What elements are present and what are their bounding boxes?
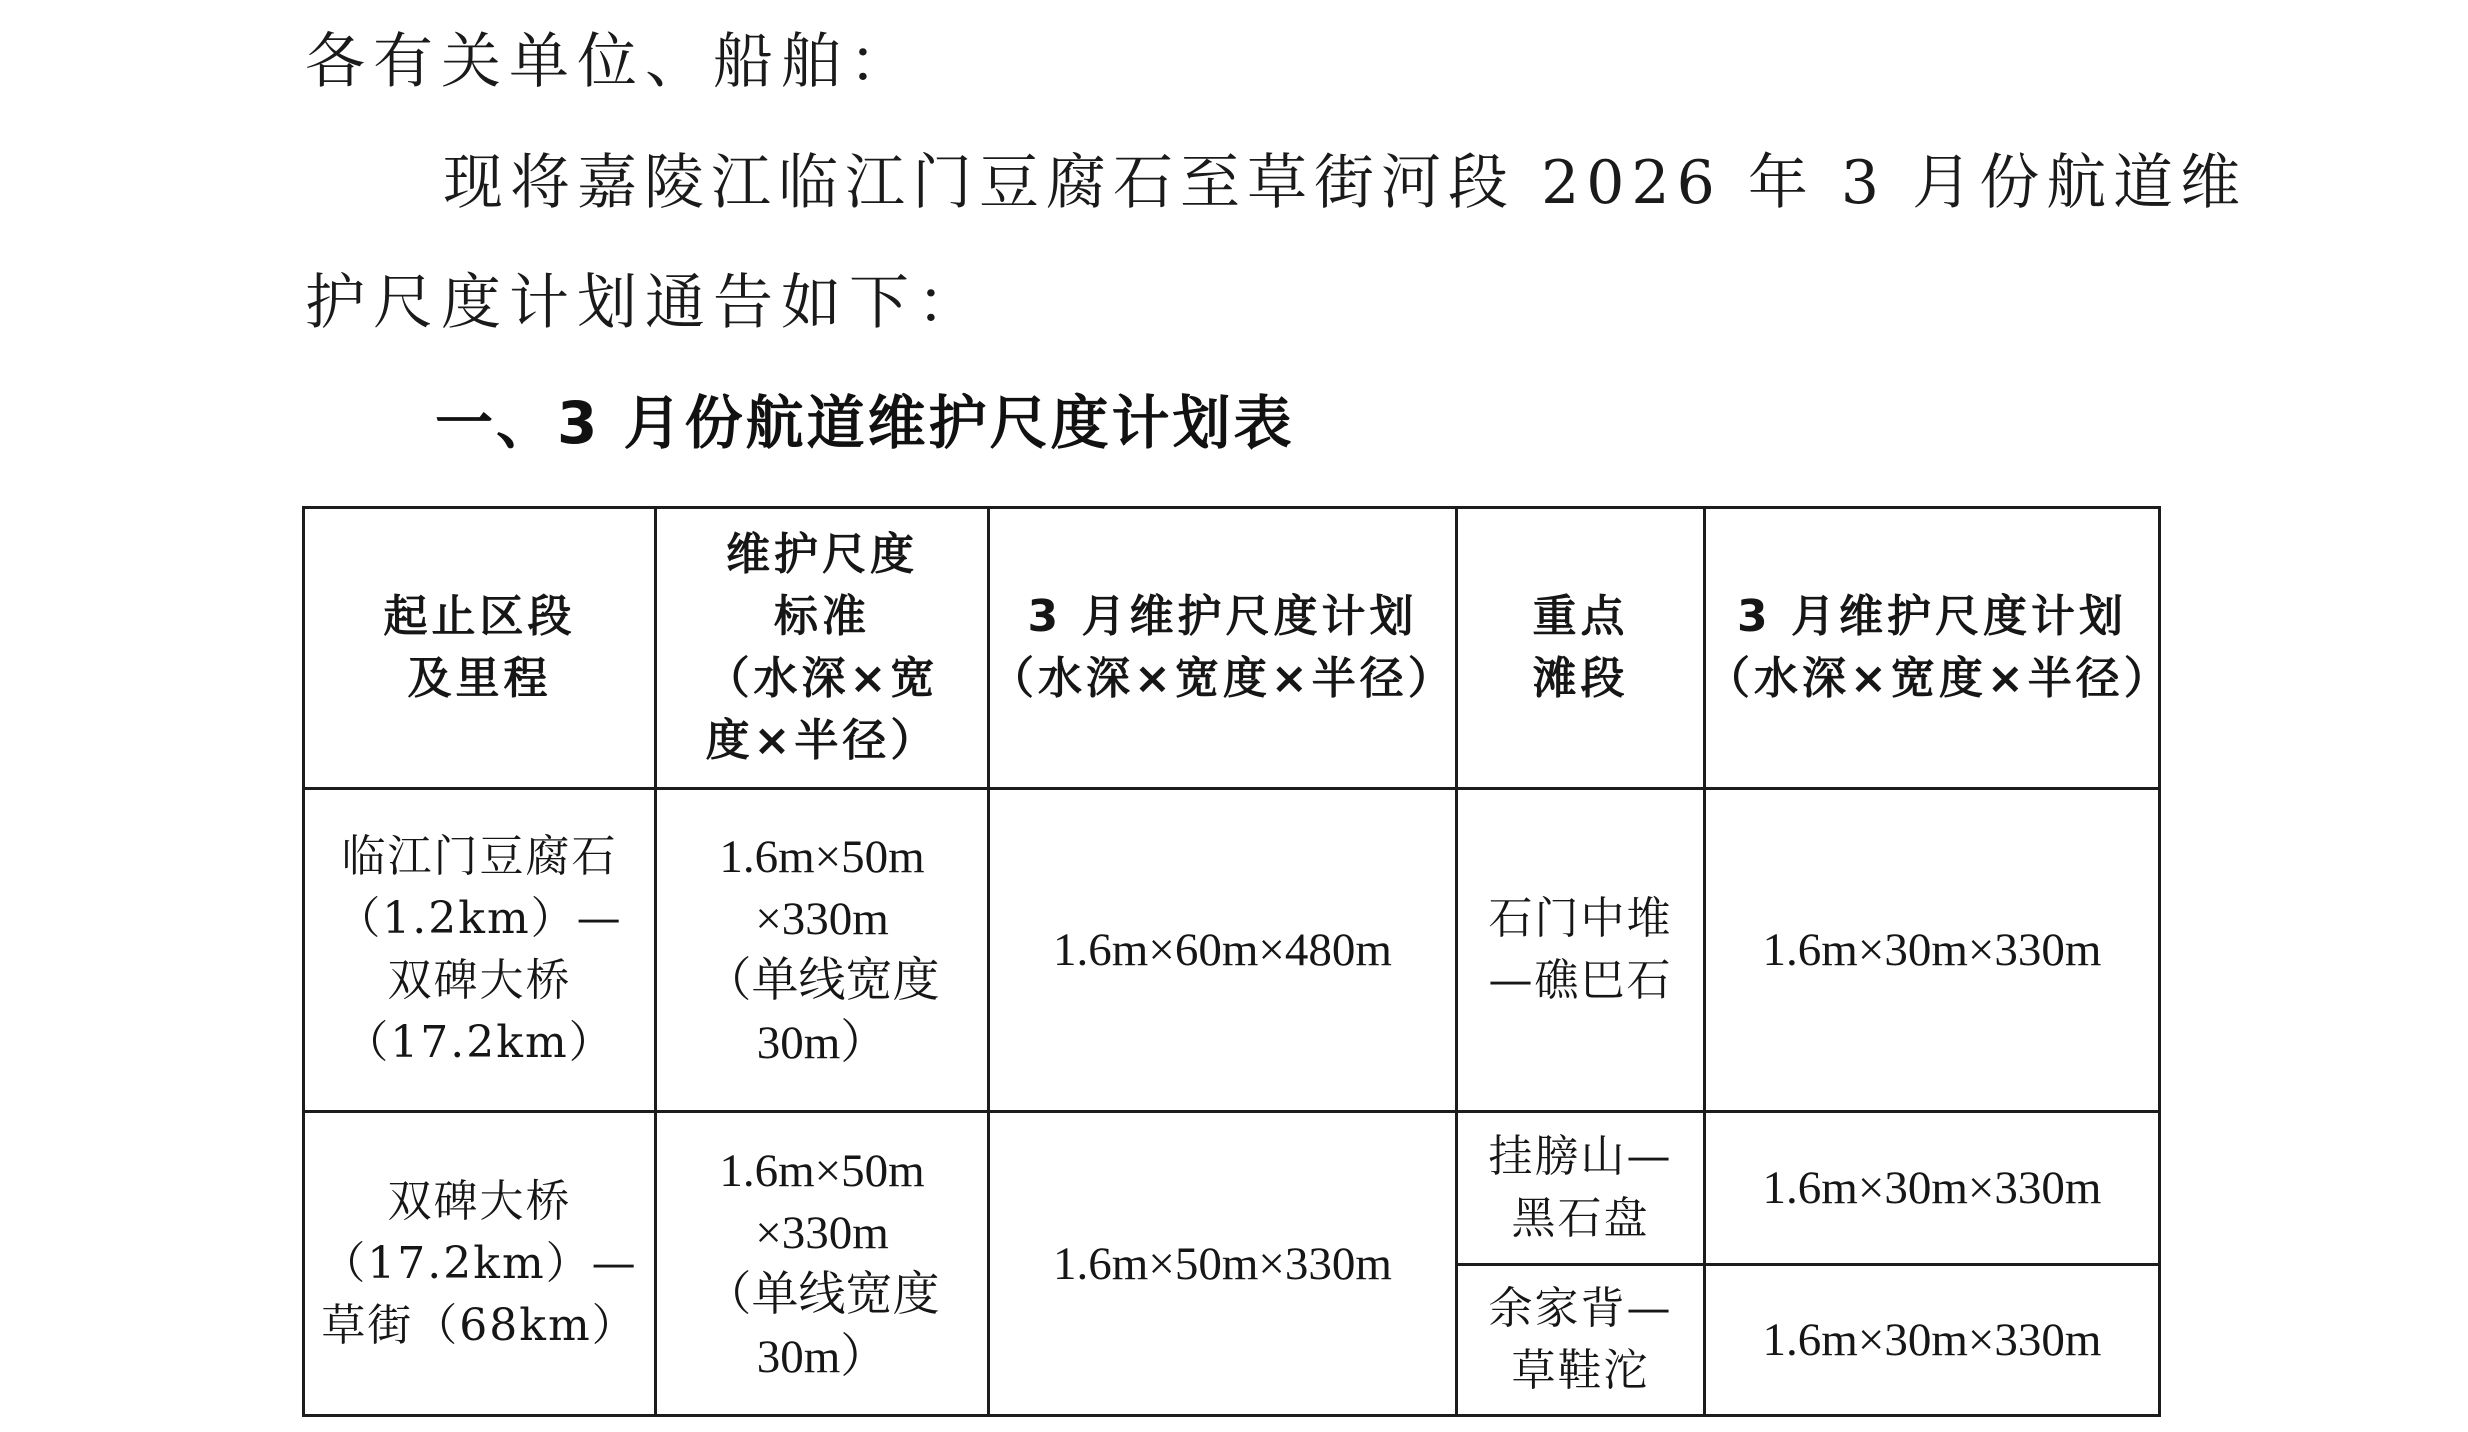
cell-key-shoal-plan: 1.6m×30m×330m (1705, 1265, 2160, 1416)
cell-key-shoal: 挂膀山— 黑石盘 (1457, 1112, 1705, 1265)
cell-standard: 1.6m×50m ×330m （单线宽度 30m） (656, 1112, 989, 1416)
intro-paragraph-line-1: 现将嘉陵江临江门豆腐石至草街河段 2026 年 3 月份航道维 (443, 148, 2248, 218)
cell-section: 双碑大桥 （17.2km）— 草街（68km） (304, 1112, 656, 1416)
section-heading: 一、3 月份航道维护尺度计划表 (435, 389, 1295, 457)
cell-key-shoal-plan: 1.6m×30m×330m (1705, 789, 2160, 1112)
cell-plan: 1.6m×50m×330m (989, 1112, 1457, 1416)
cell-key-shoal: 石门中堆 —礁巴石 (1457, 789, 1705, 1112)
salutation: 各有关单位、船舶： (305, 27, 917, 97)
header-maintenance-standard: 维护尺度 标准 （水深×宽 度×半径） (656, 508, 989, 789)
header-section-mileage: 起止区段 及里程 (304, 508, 656, 789)
header-march-plan: 3 月维护尺度计划 （水深×宽度×半径） (989, 508, 1457, 789)
maintenance-plan-table (302, 506, 2172, 1417)
table-row (304, 789, 2160, 1112)
cell-standard: 1.6m×50m ×330m （单线宽度 30m） (656, 789, 989, 1112)
cell-section: 临江门豆腐石 （1.2km）— 双碑大桥 （17.2km） (304, 789, 656, 1112)
cell-key-shoal-plan: 1.6m×30m×330m (1705, 1112, 2160, 1265)
table-header-row (304, 508, 2160, 789)
table-row (304, 1112, 2160, 1265)
cell-plan: 1.6m×60m×480m (989, 789, 1457, 1112)
cell-key-shoal: 余家背— 草鞋沱 (1457, 1265, 1705, 1416)
header-key-shoal-plan: 3 月维护尺度计划 （水深×宽度×半径） (1705, 508, 2160, 789)
intro-paragraph-line-2: 护尺度计划通告如下： (305, 268, 985, 338)
header-key-shoals: 重点 滩段 (1457, 508, 1705, 789)
